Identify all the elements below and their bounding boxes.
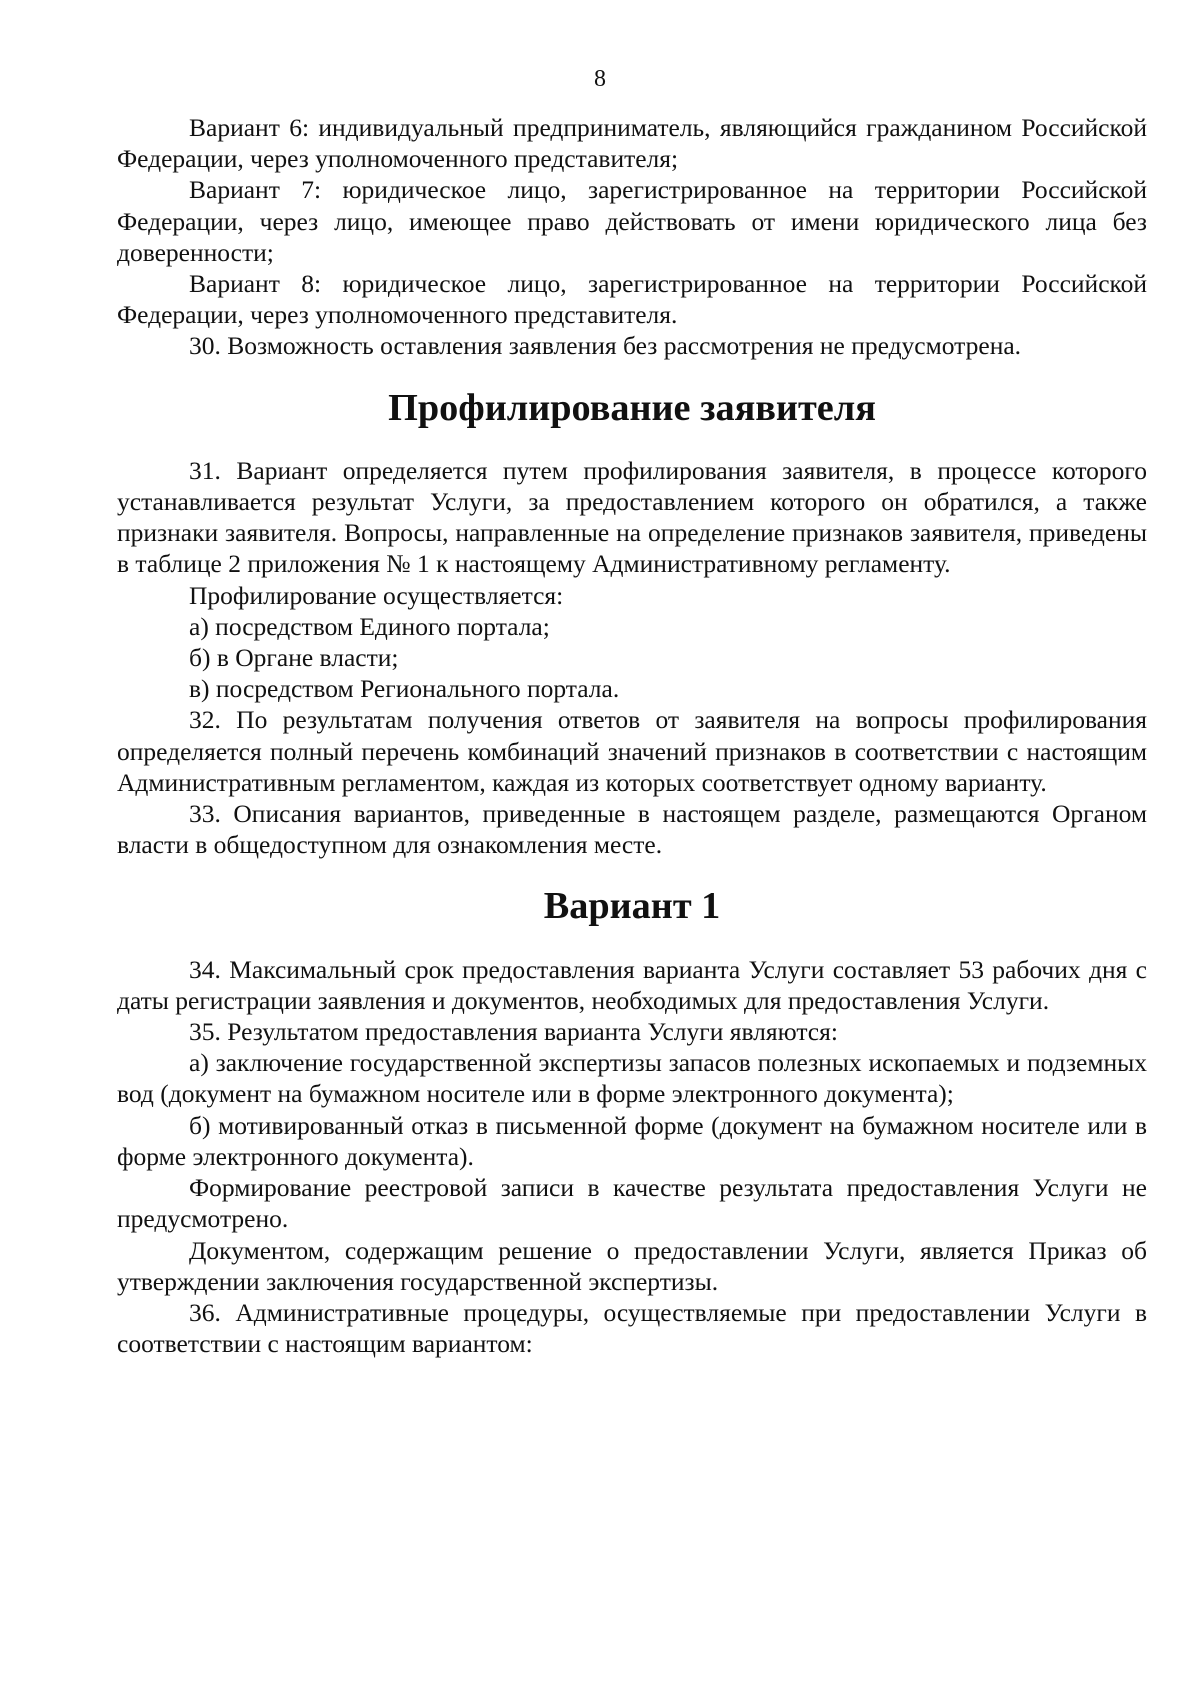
list-item-a: а) посредством Единого портала; — [189, 611, 550, 641]
paragraph-decision-document: Документом, содержащим решение о предоставлении Услуги, является Приказ об утверждении заключения государственной экспертизы. — [117, 1235, 1147, 1296]
paragraph-36: 36. Административные процедуры, осуществляемые при предоставлении Услуги в соответствии с настоящим вариантом: — [117, 1297, 1147, 1359]
section-heading-profiling: Профилирование заявителя — [388, 386, 876, 429]
list-item-b: б) в Органе власти; — [189, 643, 399, 673]
paragraph-32: 32. По результатам получения ответов от заявителя на вопросы профилирования определяется полный перечень комбинаций значений признаков в соответствии с настоящим Административным регламентом, каждая из которых соответствует одному варианту. — [117, 705, 1147, 797]
list-item-a-result: а) заключение государственной экспертизы запасов полезных ископаемых и подземных вод (документ на бумажном носителе или в форме электронного документа); — [117, 1048, 1147, 1109]
paragraph-registry-record: Формирование реестровой записи в качестве результата предоставления Услуги не предусмотрено. — [117, 1173, 1147, 1234]
paragraph-31: 31. Вариант определяется путем профилирования заявителя, в процессе которого устанавливается результат Услуги, за предоставлением которого он обратился, а также признаки заявителя. Вопросы, направленные на определение признаков заявителя, приведены в таблице 2 приложения № 1 к настоящему Административному регламенту. — [117, 455, 1147, 579]
paragraph-33: 33. Описания вариантов, приведенные в настоящем разделе, размещаются Органом власти в общедоступном для ознакомления месте. — [117, 799, 1147, 860]
list-item-c: в) посредством Регионального портала. — [189, 674, 620, 704]
paragraph-35: 35. Результатом предоставления варианта Услуги являются: — [189, 1017, 838, 1047]
list-item-b-result: б) мотивированный отказ в письменной форме (документ на бумажном носителе или в форме электронного документа). — [117, 1110, 1147, 1171]
page-number: 8 — [594, 66, 606, 92]
paragraph-34: 34. Максимальный срок предоставления варианта Услуги составляет 53 рабочих дня с даты регистрации заявления и документов, необходимых для предоставления Услуги. — [117, 954, 1147, 1015]
paragraph-variant-6: Вариант 6: индивидуальный предприниматель, являющийся гражданином Российской Федерации, через уполномоченного представителя; — [117, 113, 1147, 174]
document-body — [117, 112, 1147, 1359]
section-heading-variant-1: Вариант 1 — [543, 885, 721, 928]
paragraph-30: 30. Возможность оставления заявления без рассмотрения не предусмотрена. — [189, 331, 1022, 361]
paragraph-variant-7: Вариант 7: юридическое лицо, зарегистрированное на территории Российской Федерации, через лицо, имеющее право действовать от имени юридического лица без доверенности; — [117, 175, 1147, 267]
paragraph-profiling-intro: Профилирование осуществляется: — [189, 580, 564, 610]
paragraph-variant-8: Вариант 8: юридическое лицо, зарегистрированное на территории Российской Федерации, через уполномоченного представителя. — [117, 269, 1147, 330]
